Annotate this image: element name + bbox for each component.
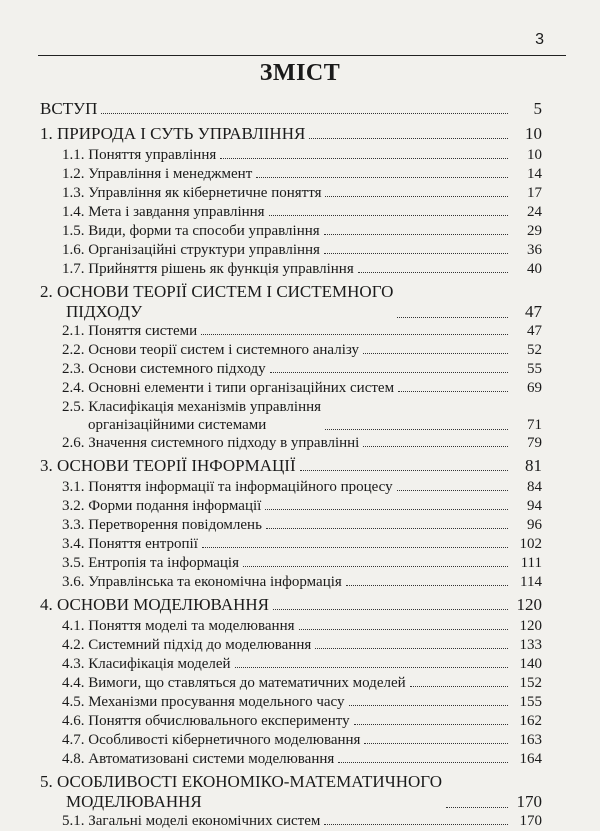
toc-page-number: 170	[516, 792, 542, 811]
toc-page-number: 10	[527, 147, 542, 163]
toc-section-entry	[40, 398, 542, 434]
toc-entry-label: 4.1. Поняття моделі та моделювання	[62, 618, 295, 634]
toc-page-number: 81	[525, 456, 542, 475]
toc-chapter-entry	[40, 772, 542, 812]
toc-section-entry	[40, 497, 542, 516]
toc-page-number: 10	[525, 124, 542, 143]
toc-entry-label: 4.6. Поняття обчислювального експерименту	[62, 713, 350, 729]
toc-entry-label	[40, 398, 321, 434]
header-rule	[38, 55, 566, 56]
toc-entry-label: 4.8. Автоматизовані системи моделювання	[62, 751, 335, 767]
toc-chapter-entry	[40, 282, 542, 322]
dot-leader	[300, 470, 508, 471]
toc-section-entry	[40, 322, 542, 341]
toc-section-entry	[40, 554, 542, 573]
toc-entry-label: 1.6. Організаційні структури управління	[62, 242, 320, 258]
toc-entry-label: 1.3. Управління як кібернетичне поняття	[62, 185, 322, 201]
toc-entry-label: 2.6. Значення системного підходу в управлінні	[62, 435, 360, 451]
dot-leader	[324, 234, 508, 235]
dot-leader	[349, 705, 509, 706]
toc-section-entry	[40, 535, 542, 554]
toc-page-number: 47	[525, 302, 542, 321]
toc-entry-label: 1.1. Поняття управління	[62, 147, 217, 163]
toc-entry-label: 3.4. Поняття ентропії	[62, 536, 198, 552]
table-of-contents	[40, 99, 542, 831]
toc-entry-label-continuation: ПІДХОДУ	[66, 302, 143, 321]
toc-section-entry	[40, 712, 542, 731]
toc-section-entry	[40, 655, 542, 674]
toc-entry-label: 4.5. Механізми просування модельного часу	[62, 694, 345, 710]
dot-leader	[446, 807, 508, 808]
dot-leader	[101, 113, 508, 114]
dot-leader	[273, 609, 508, 610]
toc-entry-label: ВСТУП	[40, 99, 98, 118]
dot-leader	[410, 686, 508, 687]
dot-leader	[315, 648, 508, 649]
toc-entry-label: 2.2. Основи теорії систем і системного аналізу	[62, 342, 359, 358]
toc-page-number: 170	[519, 813, 542, 829]
toc-page-number: 163	[519, 732, 542, 748]
toc-entry-label	[40, 282, 393, 322]
toc-page-number: 40	[527, 261, 542, 277]
dot-leader	[324, 253, 508, 254]
toc-chapter-entry	[40, 99, 542, 121]
dot-leader	[270, 372, 508, 373]
toc-page-number: 79	[527, 435, 542, 451]
toc-entry-label-continuation: організаційними системами	[88, 417, 267, 433]
toc-page-number: 133	[519, 637, 542, 653]
toc-section-entry	[40, 478, 542, 497]
toc-entry-label: 1.2. Управління і менеджмент	[62, 166, 253, 182]
toc-entry-label: 4.7. Особливості кібернетичного моделювання	[62, 732, 361, 748]
toc-entry-label: 3.5. Ентропія та інформація	[62, 555, 239, 571]
toc-chapter-entry	[40, 595, 542, 617]
toc-section-entry	[40, 341, 542, 360]
page-number: 3	[535, 31, 544, 48]
toc-entry-label: 3.6. Управлінська та економічна інформація	[62, 574, 342, 590]
toc-section-entry	[40, 693, 542, 712]
toc-page-number: 36	[527, 242, 542, 258]
dot-leader	[299, 629, 508, 630]
page-title: ЗМІСТ	[259, 60, 341, 86]
toc-entry-label-line: 2. ОСНОВИ ТЕОРІЇ СИСТЕМ І СИСТЕМНОГО	[40, 282, 394, 301]
dot-leader	[338, 762, 508, 763]
toc-entry-label: 3.1. Поняття інформації та інформаційного процесу	[62, 479, 393, 495]
dot-leader	[256, 177, 508, 178]
toc-entry-label: 4.2. Системний підхід до моделювання	[62, 637, 312, 653]
toc-section-entry	[40, 241, 542, 260]
toc-section-entry	[40, 674, 542, 693]
toc-entry-label: 3. ОСНОВИ ТЕОРІЇ ІНФОРМАЦІЇ	[40, 456, 296, 475]
toc-chapter-entry	[40, 124, 542, 146]
toc-page-number: 114	[520, 574, 542, 590]
toc-section-entry	[40, 812, 542, 831]
toc-entry-label: 2.3. Основи системного підходу	[62, 361, 266, 377]
toc-page-number: 71	[527, 417, 542, 433]
toc-page-number: 152	[519, 675, 542, 691]
toc-page-number: 84	[527, 479, 542, 495]
toc-section-entry	[40, 636, 542, 655]
dot-leader	[269, 215, 508, 216]
dot-leader	[363, 353, 508, 354]
dot-leader	[397, 490, 508, 491]
toc-page-number: 29	[527, 223, 542, 239]
toc-section-entry	[40, 573, 542, 592]
toc-section-entry	[40, 731, 542, 750]
toc-page-number: 52	[527, 342, 542, 358]
toc-entry-label: 2.1. Поняття системи	[62, 323, 198, 339]
dot-leader	[265, 509, 508, 510]
toc-entry-label: 1.7. Прийняття рішень як функція управління	[62, 261, 354, 277]
toc-section-entry	[40, 617, 542, 636]
toc-entry-label: 4.4. Вимоги, що ставляться до математичних моделей	[62, 675, 406, 691]
toc-page-number: 164	[519, 751, 542, 767]
dot-leader	[324, 824, 508, 825]
toc-entry-label: 5.1. Загальні моделі економічних систем	[62, 813, 321, 829]
dot-leader	[397, 317, 508, 318]
toc-section-entry	[40, 434, 542, 453]
toc-entry-label: 3.3. Перетворення повідомлень	[62, 517, 262, 533]
toc-entry-label: 3.2. Форми подання інформації	[62, 498, 262, 514]
toc-page-number: 55	[527, 361, 542, 377]
toc-page-number: 14	[527, 166, 542, 182]
dot-leader	[358, 272, 508, 273]
toc-section-entry	[40, 516, 542, 535]
toc-page-number: 155	[519, 694, 542, 710]
toc-section-entry	[40, 379, 542, 398]
dot-leader	[202, 547, 508, 548]
toc-section-entry	[40, 222, 542, 241]
toc-entry-label: 1.4. Мета і завдання управління	[62, 204, 265, 220]
toc-page-number: 47	[527, 323, 542, 339]
dot-leader	[220, 158, 508, 159]
toc-entry-label-line: 2.5. Класифікація механізмів управління	[62, 399, 322, 415]
dot-leader	[201, 334, 508, 335]
toc-page-number: 111	[520, 555, 542, 571]
toc-entry-label-line: 5. ОСОБЛИВОСТІ ЕКОНОМІКО-МАТЕМАТИЧНОГО	[40, 772, 442, 791]
toc-section-entry	[40, 203, 542, 222]
toc-chapter-entry	[40, 456, 542, 478]
toc-page-number: 17	[527, 185, 542, 201]
toc-entry-label-continuation: МОДЕЛЮВАННЯ	[66, 792, 202, 811]
toc-section-entry	[40, 360, 542, 379]
dot-leader	[363, 446, 508, 447]
toc-entry-label	[40, 772, 442, 812]
toc-entry-label: 4. ОСНОВИ МОДЕЛЮВАННЯ	[40, 595, 269, 614]
dot-leader	[346, 585, 508, 586]
dot-leader	[325, 196, 508, 197]
dot-leader	[398, 391, 508, 392]
toc-section-entry	[40, 260, 542, 279]
toc-page-number: 5	[533, 99, 542, 118]
toc-page-number: 94	[527, 498, 542, 514]
toc-page-number: 24	[527, 204, 542, 220]
toc-section-entry	[40, 750, 542, 769]
dot-leader	[325, 429, 508, 430]
toc-section-entry	[40, 184, 542, 203]
toc-section-entry	[40, 165, 542, 184]
toc-page-number: 120	[519, 618, 542, 634]
toc-entry-label: 2.4. Основні елементи і типи організаційних систем	[62, 380, 395, 396]
dot-leader	[354, 724, 508, 725]
dot-leader	[235, 667, 508, 668]
toc-page-number: 162	[519, 713, 542, 729]
toc-page-number: 120	[516, 595, 542, 614]
toc-page-number: 69	[527, 380, 542, 396]
dot-leader	[364, 743, 508, 744]
dot-leader	[309, 138, 508, 139]
toc-section-entry	[40, 146, 542, 165]
dot-leader	[266, 528, 508, 529]
dot-leader	[243, 566, 508, 567]
toc-entry-label: 1. ПРИРОДА І СУТЬ УПРАВЛІННЯ	[40, 124, 306, 143]
toc-page-number: 102	[519, 536, 542, 552]
toc-page-number: 96	[527, 517, 542, 533]
toc-entry-label: 4.3. Класифікація моделей	[62, 656, 231, 672]
toc-page-number: 140	[519, 656, 542, 672]
toc-entry-label: 1.5. Види, форми та способи управління	[62, 223, 320, 239]
